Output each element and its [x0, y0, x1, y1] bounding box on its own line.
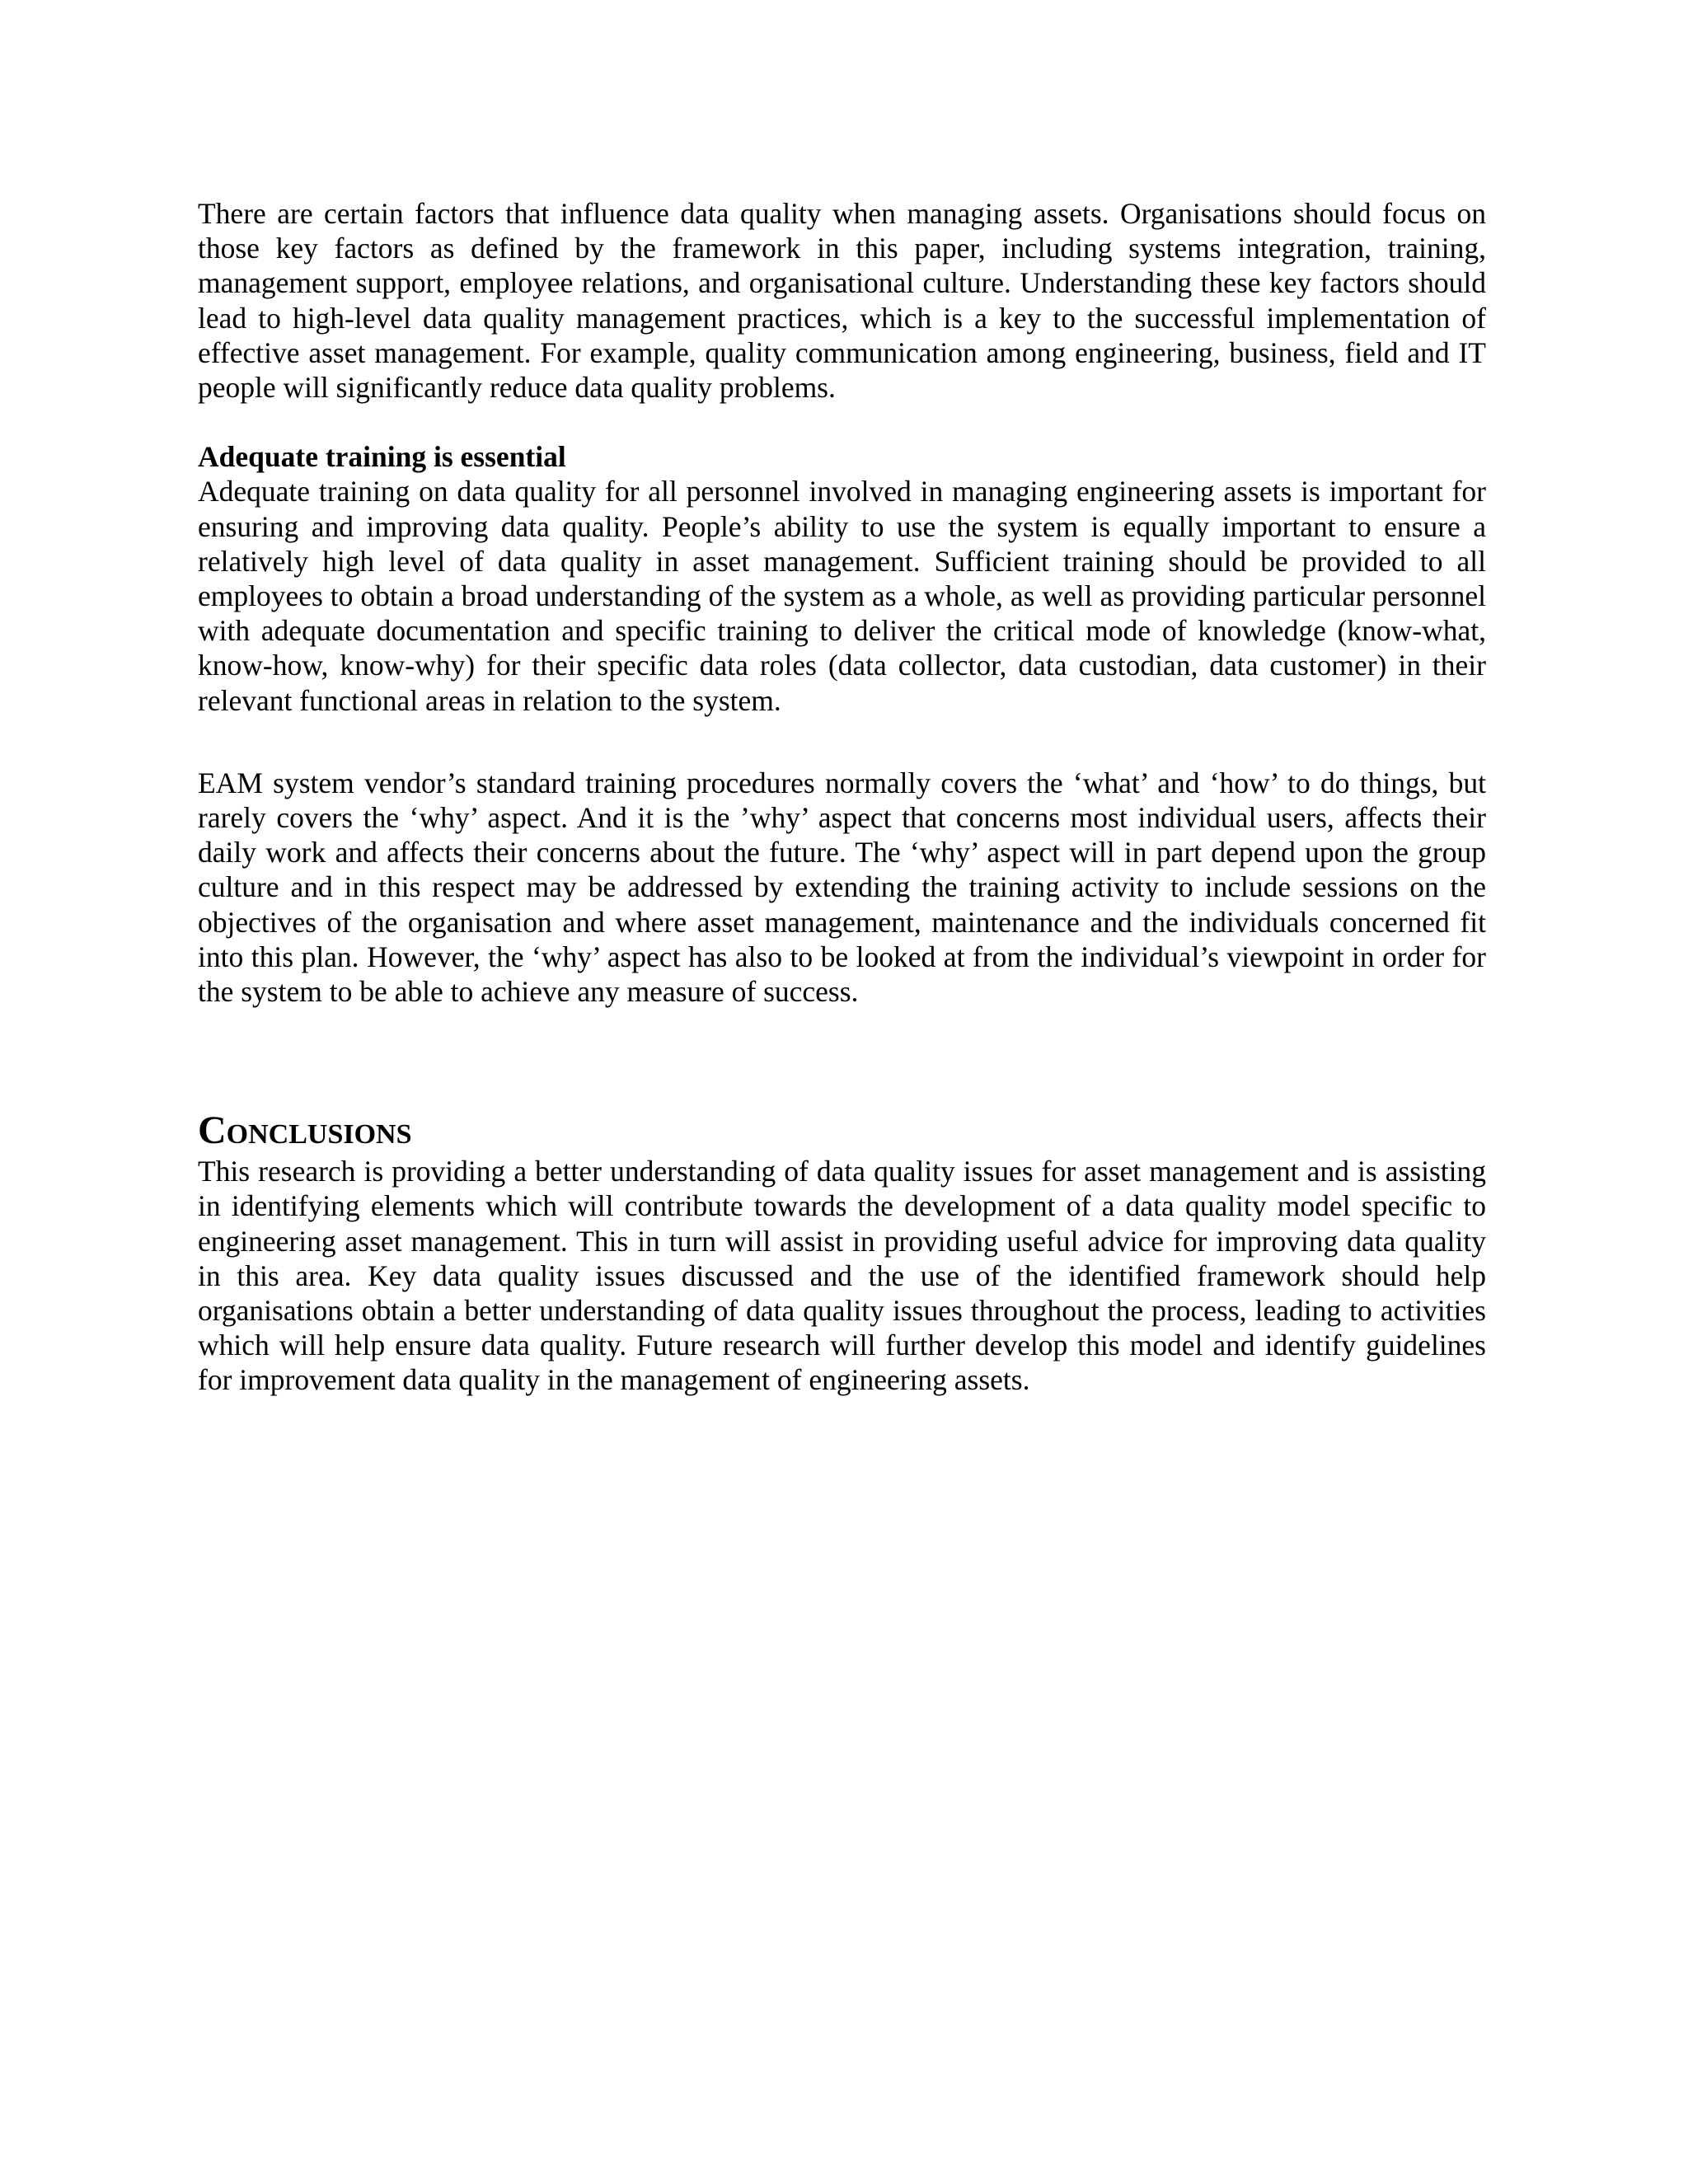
- training-subheading: Adequate training is essential: [198, 440, 566, 474]
- page-body: [198, 196, 1486, 1398]
- conclusions-heading: Conclusions: [198, 1108, 412, 1153]
- training-paragraph: Adequate training on data quality for all personnel involved in managing engineering assets is important for ensuring and improving data quality. People’s ability to use the system is equally important to ensure a relatively high level of data quality in asset management. Sufficient training should be provided to all employees to obtain a broad understanding of the system as a whole, as well as providing particular personnel with adequate documentation and specific training to deliver the critical mode of knowledge (know-what, know-how, know-why) for their specific data roles (data collector, data custodian, data customer) in their relevant functional areas in relation to the system.: [198, 475, 1486, 717]
- conclusions-paragraph: This research is providing a better understanding of data quality issues for asset management and is assisting in identifying elements which will contribute towards the development of a data quality model specific to engineering asset management. This in turn will assist in providing useful advice for improving data quality in this area. Key data quality issues discussed and the use of the identified framework should help organisations obtain a better understanding of data quality issues throughout the process, leading to activities which will help ensure data quality. Future research will further develop this model and identify guidelines for improvement data quality in the management of engineering assets.: [198, 1155, 1486, 1397]
- intro-paragraph: There are certain factors that influence data quality when managing assets. Organisations should focus on those key factors as defined by the framework in this paper, including systems integration, training, management support, employee relations, and organisational culture. Understanding these key factors should lead to high-level data quality management practices, which is a key to the successful implementation of effective asset management. For example, quality communication among engineering, business, field and IT people will significantly reduce data quality problems.: [198, 197, 1486, 405]
- vendor-training-paragraph: EAM system vendor’s standard training procedures normally covers the ‘what’ and ‘how’ to do things, but rarely covers the ‘why’ aspect. And it is the ’why’ aspect that concerns most individual users, affects their daily work and affects their concerns about the future. The ‘why’ aspect will in part depend upon the group culture and in this respect may be addressed by extending the training activity to include sessions on the objectives of the organisation and where asset management, maintenance and the individuals concerned fit into this plan. However, the ‘why’ aspect has also to be looked at from the individual’s viewpoint in order for the system to be able to achieve any measure of success.: [198, 766, 1486, 1009]
